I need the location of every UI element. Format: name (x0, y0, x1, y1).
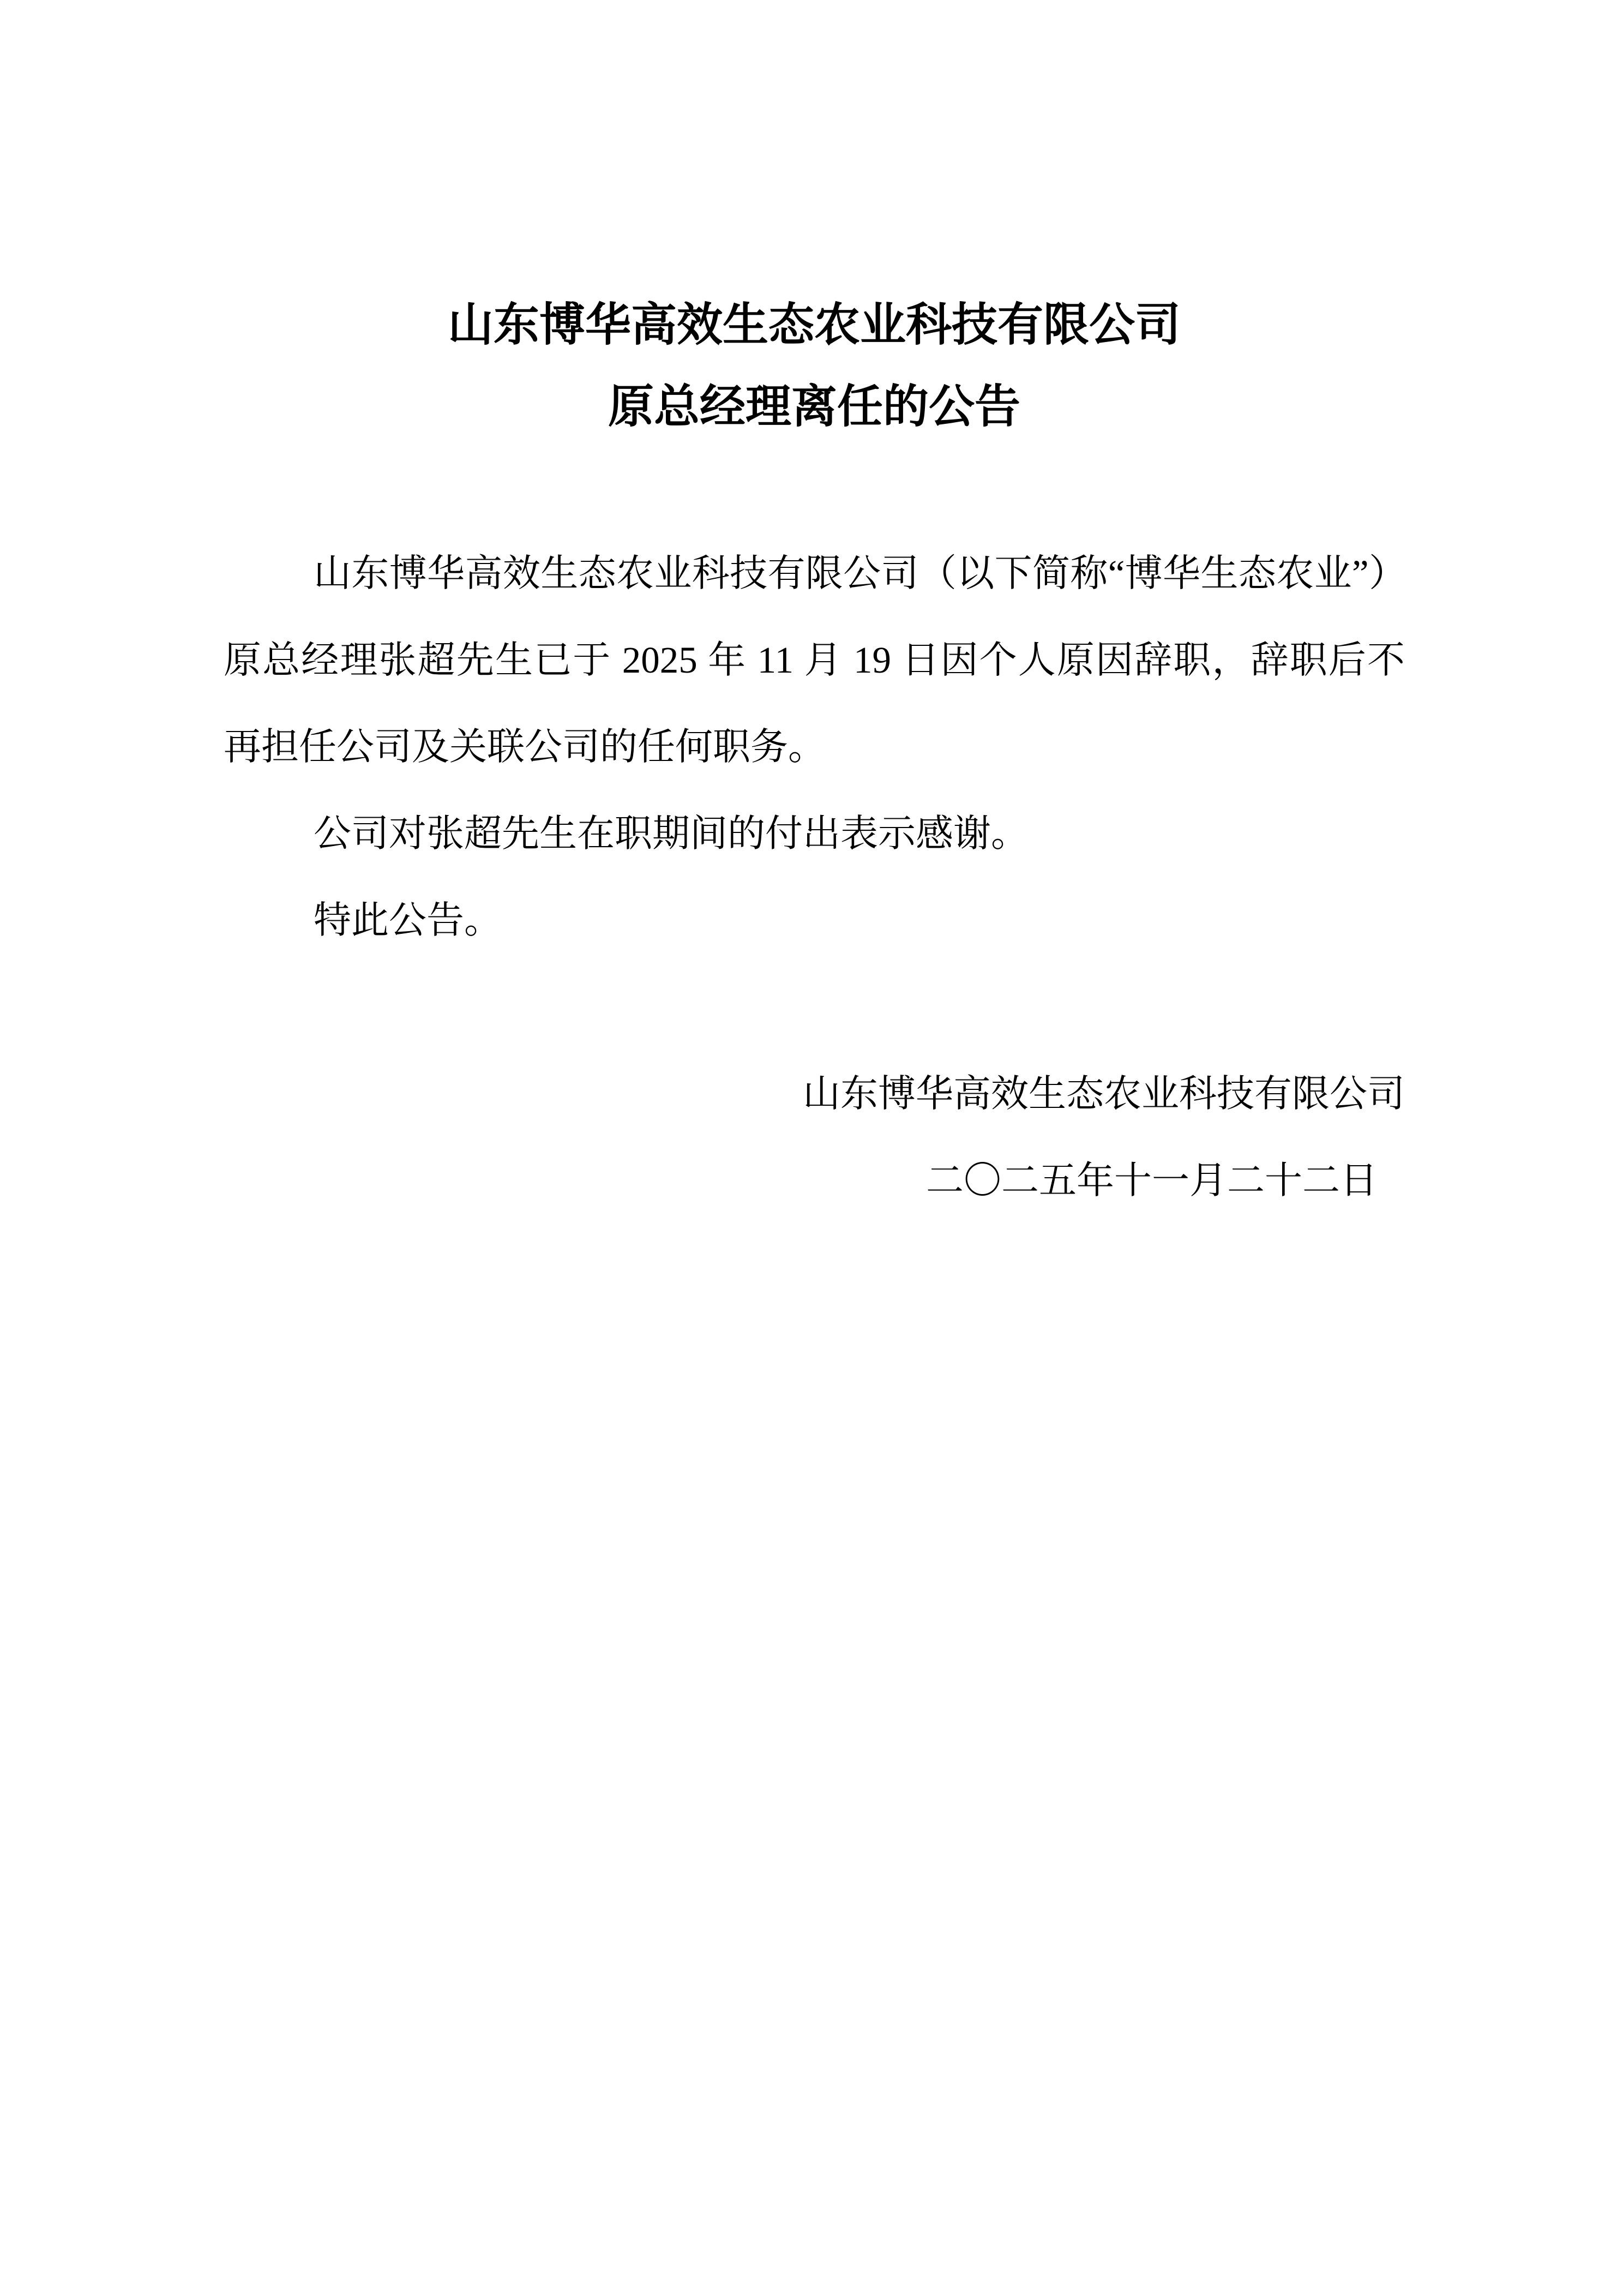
signature-date: 二〇二五年十一月二十二日 (926, 1160, 1378, 1201)
document-body (224, 530, 1405, 964)
signature-company: 山东博华高效生态农业科技有限公司 (803, 1073, 1405, 1114)
body-line: 公司对张超先生在职期间的付出表示感谢。 (314, 813, 1029, 854)
body-line: 再担任公司及关联公司的任何职务。 (224, 726, 826, 768)
body-line: 原总经理张超先生已于 2025 年 11 月 19 日因个人原因辞职，辞职后不 (224, 639, 1405, 681)
document-content (224, 285, 1405, 1224)
body-line: 特此公告。 (314, 900, 502, 941)
document-title-line2: 原总经理离任的公告 (608, 382, 1020, 433)
document-title-line1: 山东博华高效生态农业科技有限公司 (447, 300, 1181, 351)
body-line: 山东博华高效生态农业科技有限公司（以下简称“博华生态农业”） (314, 553, 1405, 594)
